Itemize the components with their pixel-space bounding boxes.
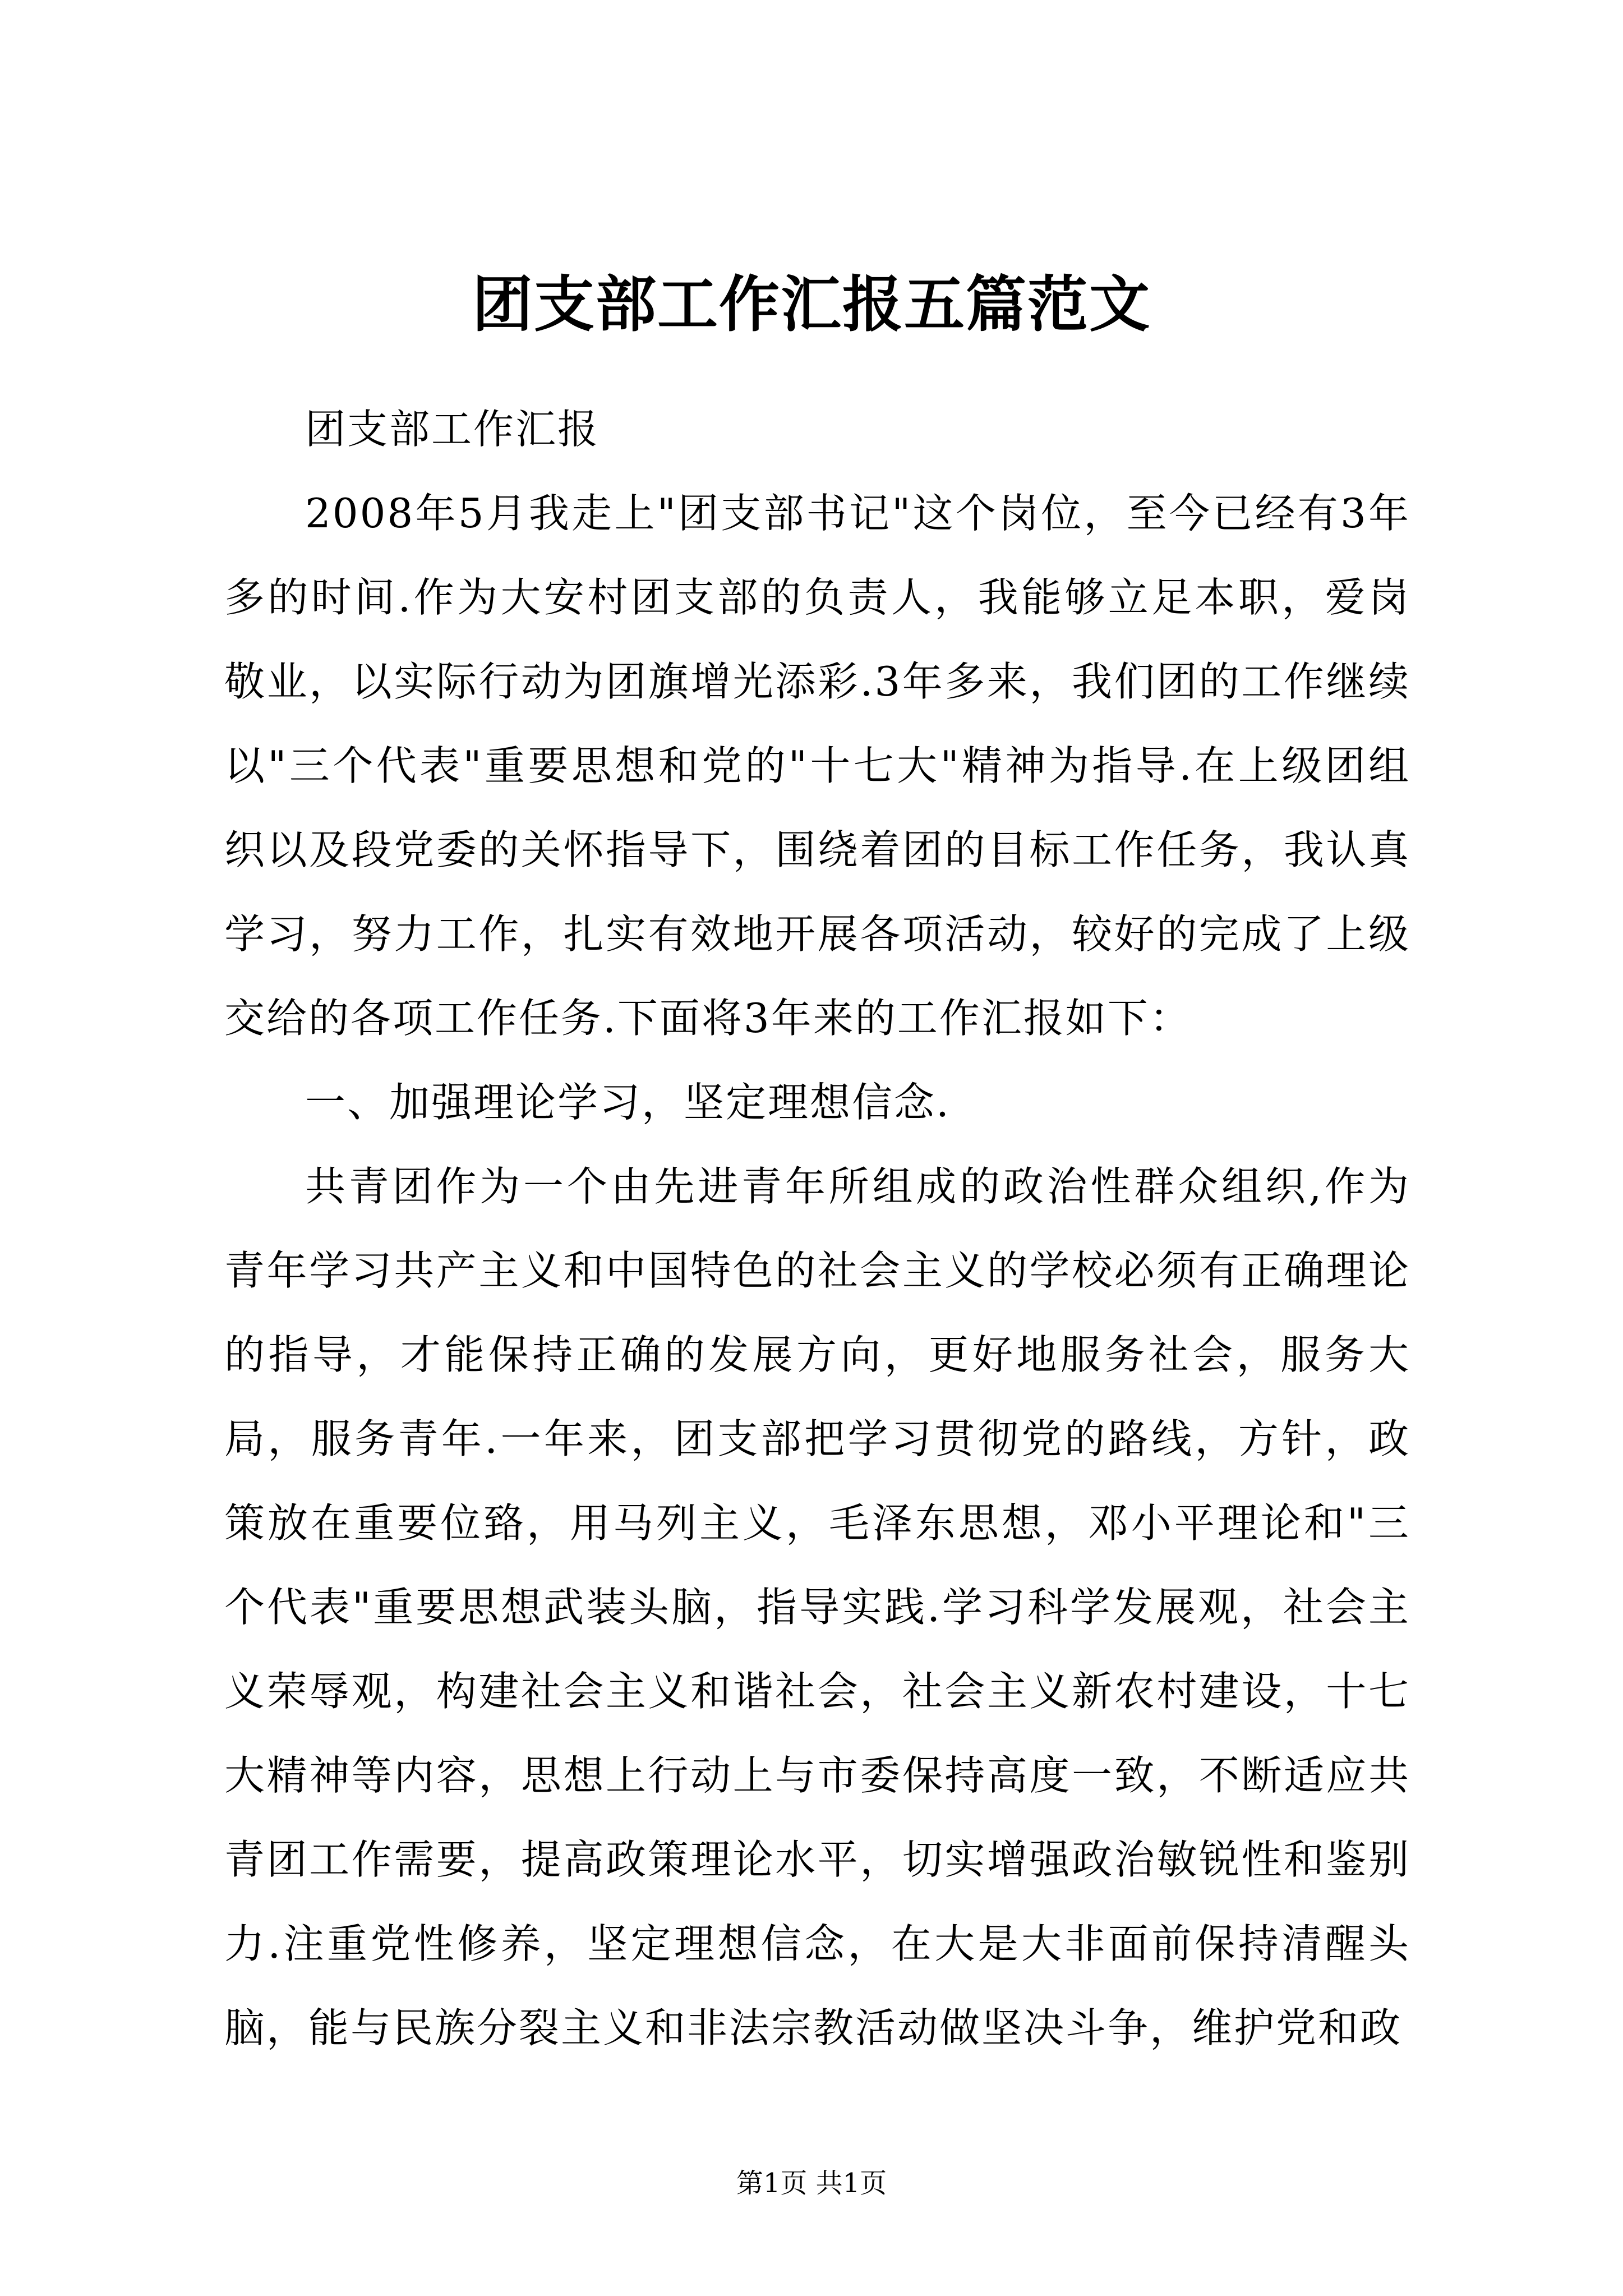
page-footer: 第1页 共1页 [736, 2168, 887, 2199]
subsection-heading: 一、加强理论学习，坚定理想信念. [305, 1079, 951, 1126]
document-title: 团支部工作汇报五篇范文 [472, 269, 1151, 340]
document-body [224, 387, 1410, 2070]
body-paragraph: 2008年5月我走上"团支部书记"这个岗位，至今已经有3年多的时间.作为大安村团支部的负责人，我能够立足本职，爱岗敬业，以实际行动为团旗增光添彩.3年多来，我们团的工作继续以"三个代表"重要思想和党的"十七大"精神为指导.在上级团组织以及段党委的关怀指导下，围绕着团的目标工作任务，我认真学习，努力工作，扎实有效地开展各项活动，较好的完成了上级交给的各项工作任务.下面将3年来的工作汇报如下： [224, 490, 1410, 1042]
section-heading: 团支部工作汇报 [305, 406, 600, 453]
body-paragraph: 共青团作为一个由先进青年所组成的政治性群众组织,作为青年学习共产主义和中国特色的社会主义的学校必须有正确理论的指导，才能保持正确的发展方向，更好地服务社会，服务大局，服务青年.一年来，团支部把学习贯彻党的路线，方针，政策放在重要位臵，用马列主义，毛泽东思想，邓小平理论和"三个代表"重要思想武装头脑，指导实践.学习科学发展观，社会主义荣辱观，构建社会主义和谐社会，社会主义新农村建设，十七大精神等内容，思想上行动上与市委保持高度一致，不断适应共青团工作需要，提高政策理论水平，切实增强政治敏锐性和鉴别力.注重党性修养，坚定理想信念，在大是大非面前保持清醒头脑，能与民族分裂主义和非法宗教活动做坚决斗争，维护党和政 [224, 1163, 1410, 2051]
